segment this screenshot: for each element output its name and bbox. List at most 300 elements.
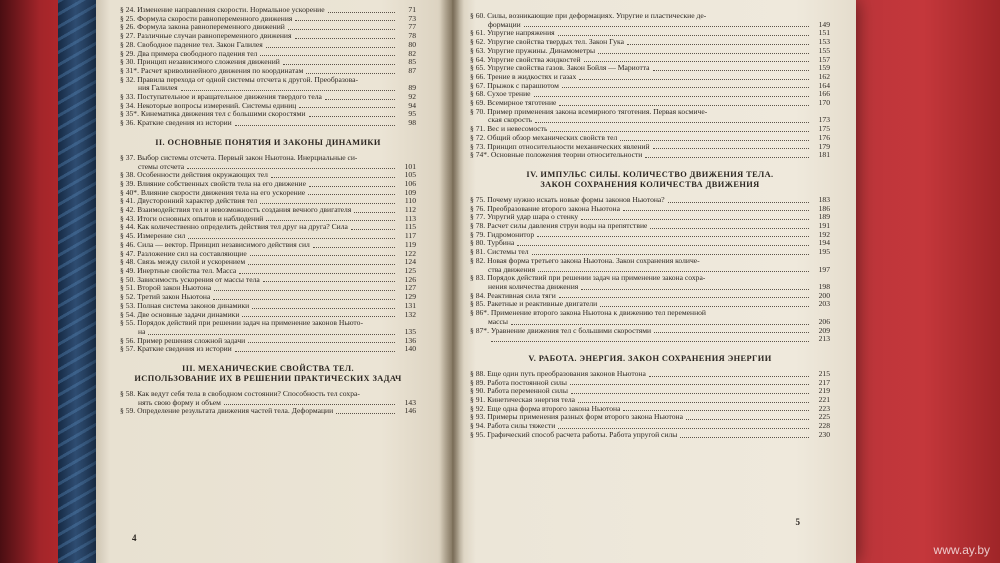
toc-entry-text: Взаимодействия тел и невозможность создания вечного двигателя: [137, 206, 352, 215]
toc-entry-number: § 45.: [120, 232, 136, 241]
dot-leader: [354, 212, 395, 213]
toc-entry-page: 149: [818, 19, 830, 29]
toc-entry-text: Прыжок с парашютом: [487, 81, 559, 90]
toc-entry-number: § 24.: [120, 6, 136, 14]
toc-entry: [470, 231, 830, 240]
book-spine-fold: [440, 0, 464, 563]
toc-entry-text: Упругие напряжения: [487, 29, 555, 38]
toc-entry-title: [470, 151, 642, 160]
toc-entry-number: § 38.: [120, 171, 136, 180]
toc-entry-page: 175: [818, 124, 830, 134]
dot-leader: [491, 341, 809, 342]
toc-entry-title: [470, 274, 705, 283]
toc-entry: [470, 21, 830, 30]
toc-entry-title: [120, 215, 263, 224]
toc-entry-title: [120, 276, 260, 285]
toc-entry-number: § 42.: [120, 206, 136, 215]
toc-entry-title: [120, 93, 322, 102]
toc-entry-number: § 51.: [120, 284, 136, 293]
toc-entry-page: 109: [404, 187, 416, 197]
dot-leader: [581, 289, 809, 290]
toc-entry-page: 219: [818, 386, 830, 396]
toc-entry-page: 117: [404, 231, 416, 241]
toc-entry-text: Свободное падение тел. Закон Галилея: [137, 40, 263, 49]
toc-entry-title: [120, 258, 245, 267]
toc-entry: [120, 407, 416, 416]
dot-leader: [248, 264, 395, 265]
toc-entry-number: § 36.: [120, 119, 136, 128]
toc-entry-number: § 58.: [120, 390, 136, 399]
toc-entry: [470, 309, 830, 318]
toc-entry-text: Правила перехода от одной системы отсчета к другой. Преобразова-: [137, 75, 358, 84]
toc-entry-page: 82: [408, 48, 416, 58]
toc-entry-number: § 32.: [120, 75, 136, 84]
toc-entry-page: 197: [818, 264, 830, 274]
toc-entry-text: Измерение сил: [137, 232, 186, 241]
toc-entry-text: Принцип независимого сложения движений: [137, 58, 280, 67]
toc-entry-number: § 66.: [470, 72, 486, 81]
dot-leader: [266, 220, 395, 221]
toc-entry: [120, 302, 416, 311]
dot-leader: [558, 428, 809, 429]
toc-entry-number: § 50.: [120, 275, 136, 284]
toc-entry-page: 155: [818, 45, 830, 55]
toc-entry: [120, 337, 416, 346]
toc-entry-title: [470, 12, 706, 21]
dot-leader: [213, 299, 395, 300]
toc-entry: [470, 205, 830, 214]
open-book: [96, 0, 856, 563]
dot-leader: [250, 255, 395, 256]
toc-entry-text: Выбор системы отсчета. Первый закон Ньютона. Инерциальные си-: [137, 153, 358, 162]
dot-leader: [299, 107, 395, 108]
toc-entry-page: 189: [818, 212, 830, 222]
toc-entry-page: 113: [404, 213, 416, 223]
dot-leader: [313, 247, 395, 248]
toc-entry-number: § 57.: [120, 345, 136, 354]
toc-entry: [120, 58, 416, 67]
toc-entry-text: Упругий удар шара о стенку: [487, 213, 579, 222]
toc-entry-page: 209: [818, 325, 830, 335]
chapter-3-title-line1: III. МЕХАНИЧЕСКИЕ СВОЙСТВА ТЕЛ.: [182, 364, 354, 374]
toc-entry-number: § 95.: [470, 430, 486, 439]
dot-leader: [550, 131, 809, 132]
toc-entry-text: Второй закон Ньютона: [137, 284, 212, 293]
watermark-text: www.ay.by: [933, 543, 990, 557]
toc-entry-text: Почему нужно искать новые формы законов Ньютона?: [487, 195, 665, 204]
toc-entry-page: 181: [818, 150, 830, 160]
dot-leader: [534, 96, 809, 97]
toc-entry-title: [470, 134, 617, 143]
toc-entry: [470, 396, 830, 405]
toc-entry-number: § 76.: [470, 204, 486, 213]
dot-leader: [271, 177, 395, 178]
toc-entry-page: 166: [818, 89, 830, 99]
toc-entry-text: Формула закона равнопеременного движений: [137, 23, 285, 32]
toc-entry-number: § 84.: [470, 291, 486, 300]
toc-entry-page: 131: [404, 300, 416, 310]
toc-entry: [120, 328, 416, 337]
toc-entry-page: 146: [404, 406, 416, 416]
toc-entry-number: § 46.: [120, 240, 136, 249]
toc-entry: [120, 206, 416, 215]
toc-entry-number: § 56.: [120, 336, 136, 345]
toc-entry-title: [470, 82, 559, 91]
toc-entry-page: 135: [404, 326, 416, 336]
toc-entry-title: [120, 15, 292, 24]
toc-entry-title: [470, 309, 706, 318]
toc-entry-title: [488, 21, 521, 30]
toc-entry-page: 126: [404, 274, 416, 284]
toc-entry-page: 162: [818, 71, 830, 81]
toc-entry-page: 179: [818, 141, 830, 151]
toc-entry-text: Упругие свойства твердых тел. Закон Гука: [487, 38, 624, 47]
toc-entry-text: Как количественно определить действия тел друг на друга? Сила: [137, 223, 348, 232]
toc-entry-text: ства движения: [488, 265, 536, 274]
toc-entry: [470, 431, 830, 440]
toc-entry: [470, 422, 830, 431]
toc-entry: [470, 370, 830, 379]
dot-leader: [517, 245, 809, 246]
toc-entry-title: [138, 399, 221, 408]
toc-entry-title: [470, 248, 529, 257]
dot-leader: [148, 334, 395, 335]
toc-entry-title: [470, 431, 677, 440]
toc-entry-page: 159: [818, 63, 830, 73]
toc-entry: [470, 99, 830, 108]
toc-entry-page: 223: [818, 403, 830, 413]
toc-entry-title: [120, 407, 333, 416]
toc-entry-number: § 30.: [120, 58, 136, 67]
dot-leader: [538, 271, 809, 272]
dot-leader: [288, 29, 395, 30]
toc-entry: [120, 154, 416, 163]
toc-entry-page: 78: [408, 31, 416, 41]
toc-entry-text: Двусторонний характер действия тел: [137, 197, 258, 206]
dot-leader: [214, 290, 395, 291]
toc-entry-text: Поступательное и вращательное движения твердого тела: [137, 93, 322, 102]
toc-entry-title: [470, 143, 650, 152]
toc-entry: [470, 125, 830, 134]
chapter-4-title-line1: IV. ИМПУЛЬС СИЛЫ. КОЛИЧЕСТВО ДВИЖЕНИЯ ТЕЛА.: [526, 169, 774, 179]
toc-entry: [470, 90, 830, 99]
toc-entry-number: § 49.: [120, 266, 136, 275]
dot-leader: [650, 228, 809, 229]
toc-entry-page: 101: [404, 161, 416, 171]
toc-entry-text: Порядок действий при решении задач на применение закона сохра-: [487, 274, 706, 283]
toc-entry-number: § 41.: [120, 197, 136, 206]
toc-entry-page: 77: [408, 22, 416, 32]
toc-entry-page: 157: [818, 54, 830, 64]
toc-entry-text: Влияние скорости движения тела на его ускорение: [140, 188, 306, 197]
toc-entry: [470, 73, 830, 82]
toc-entry-text: Полная система законов динамики: [137, 301, 250, 310]
toc-entry-page: 164: [818, 80, 830, 90]
toc-entry-title: [470, 213, 578, 222]
dot-leader: [680, 437, 809, 438]
toc-entry-text: Краткие сведения из истории: [137, 119, 232, 128]
dot-leader: [260, 55, 395, 56]
toc-entry-number: § 40*.: [120, 188, 139, 197]
toc-entry-title: [470, 108, 707, 117]
toc-entry-text: Две основные задачи динамики: [137, 310, 240, 319]
dot-leader: [263, 281, 395, 282]
toc-entry-number: § 74*.: [470, 151, 489, 160]
right-page: [452, 0, 856, 563]
toc-entry-title: [470, 231, 534, 240]
toc-entry-title: [138, 163, 184, 172]
toc-entry-page: 98: [408, 118, 416, 128]
toc-entry: [470, 257, 830, 266]
toc-entry-page: 87: [408, 65, 416, 75]
toc-entry-title: [470, 99, 556, 108]
toc-entry: [470, 222, 830, 231]
toc-entry-number: § 34.: [120, 101, 136, 110]
toc-entry-title: [120, 232, 185, 241]
toc-entry-text: массы: [488, 317, 508, 326]
toc-entry-text: Особенности действия окружающих тел: [137, 171, 268, 180]
toc-entry: [470, 274, 830, 283]
toc-entry-page: 191: [818, 221, 830, 231]
toc-entry-text: Уравнение движения тел с большими скоростями: [490, 326, 652, 335]
toc-entry-page: 105: [404, 170, 416, 180]
dot-leader: [559, 105, 809, 106]
dot-leader: [668, 202, 809, 203]
toc-entry-number: § 73.: [470, 142, 486, 151]
toc-entry-number: § 61.: [470, 29, 486, 38]
dot-leader: [266, 47, 395, 48]
toc-entry-number: § 91.: [470, 396, 486, 405]
toc-entry: [470, 266, 830, 275]
toc-entry-title: [470, 222, 647, 231]
toc-entry-title: [470, 64, 650, 73]
toc-entry-text: Еще одна форма второго закона Ньютона: [487, 404, 621, 413]
toc-entry: [120, 163, 416, 172]
dot-leader: [524, 26, 809, 27]
toc-entry: [120, 197, 416, 206]
toc-entry-page: 195: [818, 247, 830, 257]
dot-leader: [654, 332, 809, 333]
toc-entry-title: [120, 337, 245, 346]
toc-entry-title: [120, 189, 305, 198]
toc-entry-text: Вес и невесомость: [487, 125, 548, 134]
toc-entry-page: 136: [404, 335, 416, 345]
dot-leader: [578, 402, 809, 403]
toc-entry-text: Примеры применения разных форм второго закона Ньютона: [487, 413, 683, 422]
dot-leader: [570, 384, 809, 385]
chapter-4-title-line2: ЗАКОН СОХРАНЕНИЯ КОЛИЧЕСТВА ДВИЖЕНИЯ: [540, 179, 760, 189]
toc-entry-number: § 29.: [120, 49, 136, 58]
toc-entry: [470, 239, 830, 248]
toc-entry-number: § 64.: [470, 55, 486, 64]
toc-entry-number: § 71.: [470, 125, 486, 134]
toc-entry: [470, 108, 830, 117]
toc-entry-text: Итоги основных опытов и наблюдений: [137, 214, 264, 223]
toc-entry: [120, 76, 416, 85]
toc-entry-page: 151: [818, 28, 830, 38]
dot-leader: [181, 90, 395, 91]
toc-entry-title: [120, 102, 296, 111]
toc-entry-text: Турбина: [487, 239, 515, 248]
toc-entry-text: Разложение сил на составляющие: [137, 249, 247, 258]
toc-entry-text: Третий закон Ньютона: [137, 293, 211, 302]
toc-entry: [120, 180, 416, 189]
toc-entry-page: 110: [404, 196, 416, 206]
toc-entry-text: Порядок действий при решении задач на применение законов Ньюто-: [137, 319, 363, 328]
toc-entry-title: [120, 293, 210, 302]
toc-entry-number: § 72.: [470, 133, 486, 142]
toc-entry: [120, 50, 416, 59]
toc-entry-page: 94: [408, 100, 416, 110]
toc-entry-text: Формула скорости равнопеременного движения: [137, 14, 293, 23]
toc-entry-text: Работа постоянной силы: [487, 378, 567, 387]
toc-entry-page: 140: [404, 344, 416, 354]
toc-entry-text: Применение второго закона Ньютона к движению тел переменной: [490, 309, 706, 318]
toc-entry-title: [488, 283, 578, 292]
toc-entry-number: § 31*.: [120, 66, 139, 75]
toc-entry-page: 228: [818, 421, 830, 431]
toc-entry-number: § 82.: [470, 256, 486, 265]
toc-entry-text: Упругие свойства газов. Закон Бойля — Мариотта: [487, 64, 650, 73]
toc-entry-text: Два примера свободного падения тел: [137, 49, 258, 58]
toc-entry: [470, 29, 830, 38]
chapter-5-title: V. РАБОТА. ЭНЕРГИЯ. ЗАКОН СОХРАНЕНИЯ ЭНЕРГИИ: [528, 353, 772, 363]
toc-entry-title: [120, 76, 358, 85]
toc-entry-page: 153: [818, 37, 830, 47]
toc-entry-text: Еще один путь преобразования законов Ньютона: [487, 369, 646, 378]
toc-entry-number: § 47.: [120, 249, 136, 258]
toc-entry: [470, 82, 830, 91]
toc-entry-title: [120, 6, 325, 15]
toc-entry-number: § 62.: [470, 38, 486, 47]
toc-entry-text: Работа переменной силы: [487, 387, 568, 396]
toc-entry-title: [470, 47, 595, 56]
toc-entry-title: [470, 300, 597, 309]
toc-entry-page: 122: [404, 248, 416, 258]
toc-entry: [470, 116, 830, 125]
toc-entry-number: § 70.: [470, 107, 486, 116]
toc-entry-page: 124: [404, 257, 416, 267]
toc-entry-title: [488, 116, 532, 125]
toc-entry: [120, 345, 416, 354]
toc-entry-number: § 54.: [120, 310, 136, 319]
toc-entry-text: Трение в жидкостях и газах: [487, 72, 577, 81]
toc-entry: [120, 276, 416, 285]
toc-entry: [120, 223, 416, 232]
toc-entry: [120, 23, 416, 32]
toc-entry-page: 143: [404, 397, 416, 407]
toc-entry-title: [120, 197, 257, 206]
toc-entry-number: § 90.: [470, 387, 486, 396]
chapter-2-title: II. ОСНОВНЫЕ ПОНЯТИЯ И ЗАКОНЫ ДИНАМИКИ: [155, 137, 381, 147]
toc-entry-number: § 44.: [120, 223, 136, 232]
dot-leader: [559, 297, 809, 298]
toc-entry-number: § 69.: [470, 99, 486, 108]
toc-entry-page: 183: [818, 194, 830, 204]
toc-entry-title: [120, 67, 303, 76]
toc-entry-text: Изменение направления скорости. Нормальное ускорение: [137, 6, 325, 14]
toc-entry-text: Пример применения закона всемирного тяготения. Первая космиче-: [487, 107, 708, 116]
toc-entry: [120, 119, 416, 128]
dot-leader: [627, 44, 809, 45]
toc-entry: [470, 283, 830, 292]
toc-entry-page: 213: [818, 334, 830, 344]
toc-entry: [470, 300, 830, 309]
dot-leader: [645, 157, 809, 158]
toc-entry-title: [120, 154, 357, 163]
dot-leader: [600, 306, 809, 307]
toc-entry-text: Сухое трение: [487, 90, 531, 99]
toc-entry-text: Системы тел: [487, 248, 529, 257]
right-toc: [470, 12, 830, 440]
toc-entry-title: [120, 241, 310, 250]
toc-entry: [470, 387, 830, 396]
dot-leader: [532, 254, 809, 255]
dot-leader: [535, 122, 809, 123]
toc-entry: [470, 379, 830, 388]
dot-leader: [295, 38, 396, 39]
toc-entry-title: [470, 73, 576, 82]
dot-leader: [620, 140, 809, 141]
toc-entry: [470, 327, 830, 336]
toc-entry-text: Влияние собственных свойств тела на его движение: [137, 179, 306, 188]
toc-entry-title: [120, 267, 236, 276]
toc-entry-number: § 43.: [120, 214, 136, 223]
toc-entry: [470, 248, 830, 257]
toc-entry-text: Как ведут себя тела в свободном состоянии? Способность тел сохра-: [137, 390, 360, 399]
toc-entry-text: ния Галилея: [138, 84, 178, 93]
left-entries-ch2: [120, 154, 416, 354]
toc-entry: [120, 267, 416, 276]
dot-leader: [309, 186, 395, 187]
toc-entry: [120, 399, 416, 408]
toc-entry-title: [120, 58, 280, 67]
dot-leader: [649, 376, 809, 377]
toc-entry: [120, 67, 416, 76]
toc-entry-number: § 59.: [120, 407, 136, 416]
toc-entry-page: 85: [408, 57, 416, 67]
toc-entry-text: формации: [488, 20, 521, 29]
toc-entry-page: 92: [408, 92, 416, 102]
toc-entry-page: 198: [818, 281, 830, 291]
dot-leader: [686, 419, 809, 420]
dot-leader: [188, 238, 395, 239]
left-page: [96, 0, 452, 563]
dot-leader: [325, 99, 395, 100]
toc-entry-number: § 65.: [470, 64, 486, 73]
toc-entry-title: [120, 223, 348, 232]
toc-entry-title: [120, 171, 268, 180]
toc-entry-text: Упругие свойства жидкостей: [487, 55, 581, 64]
toc-entry: [120, 171, 416, 180]
toc-entry-number: § 83.: [470, 274, 486, 283]
toc-entry-text: Преобразование второго закона Ньютона: [487, 204, 620, 213]
toc-entry: [120, 250, 416, 259]
toc-entry: [470, 56, 830, 65]
dot-leader: [308, 194, 395, 195]
toc-entry-page: 230: [818, 429, 830, 439]
left-page-number: 4: [132, 533, 137, 543]
toc-entry-page: 225: [818, 412, 830, 422]
toc-entry-page: 200: [818, 290, 830, 300]
toc-entry-title: [470, 387, 568, 396]
dot-leader: [653, 148, 809, 149]
toc-entry-page: 106: [404, 178, 416, 188]
toc-entry-text: Различные случаи равнопеременного движения: [137, 32, 292, 41]
toc-entry-text: Расчет криволинейного движения по координатам: [140, 66, 304, 75]
toc-entry-title: [120, 50, 257, 59]
toc-entry: [120, 93, 416, 102]
